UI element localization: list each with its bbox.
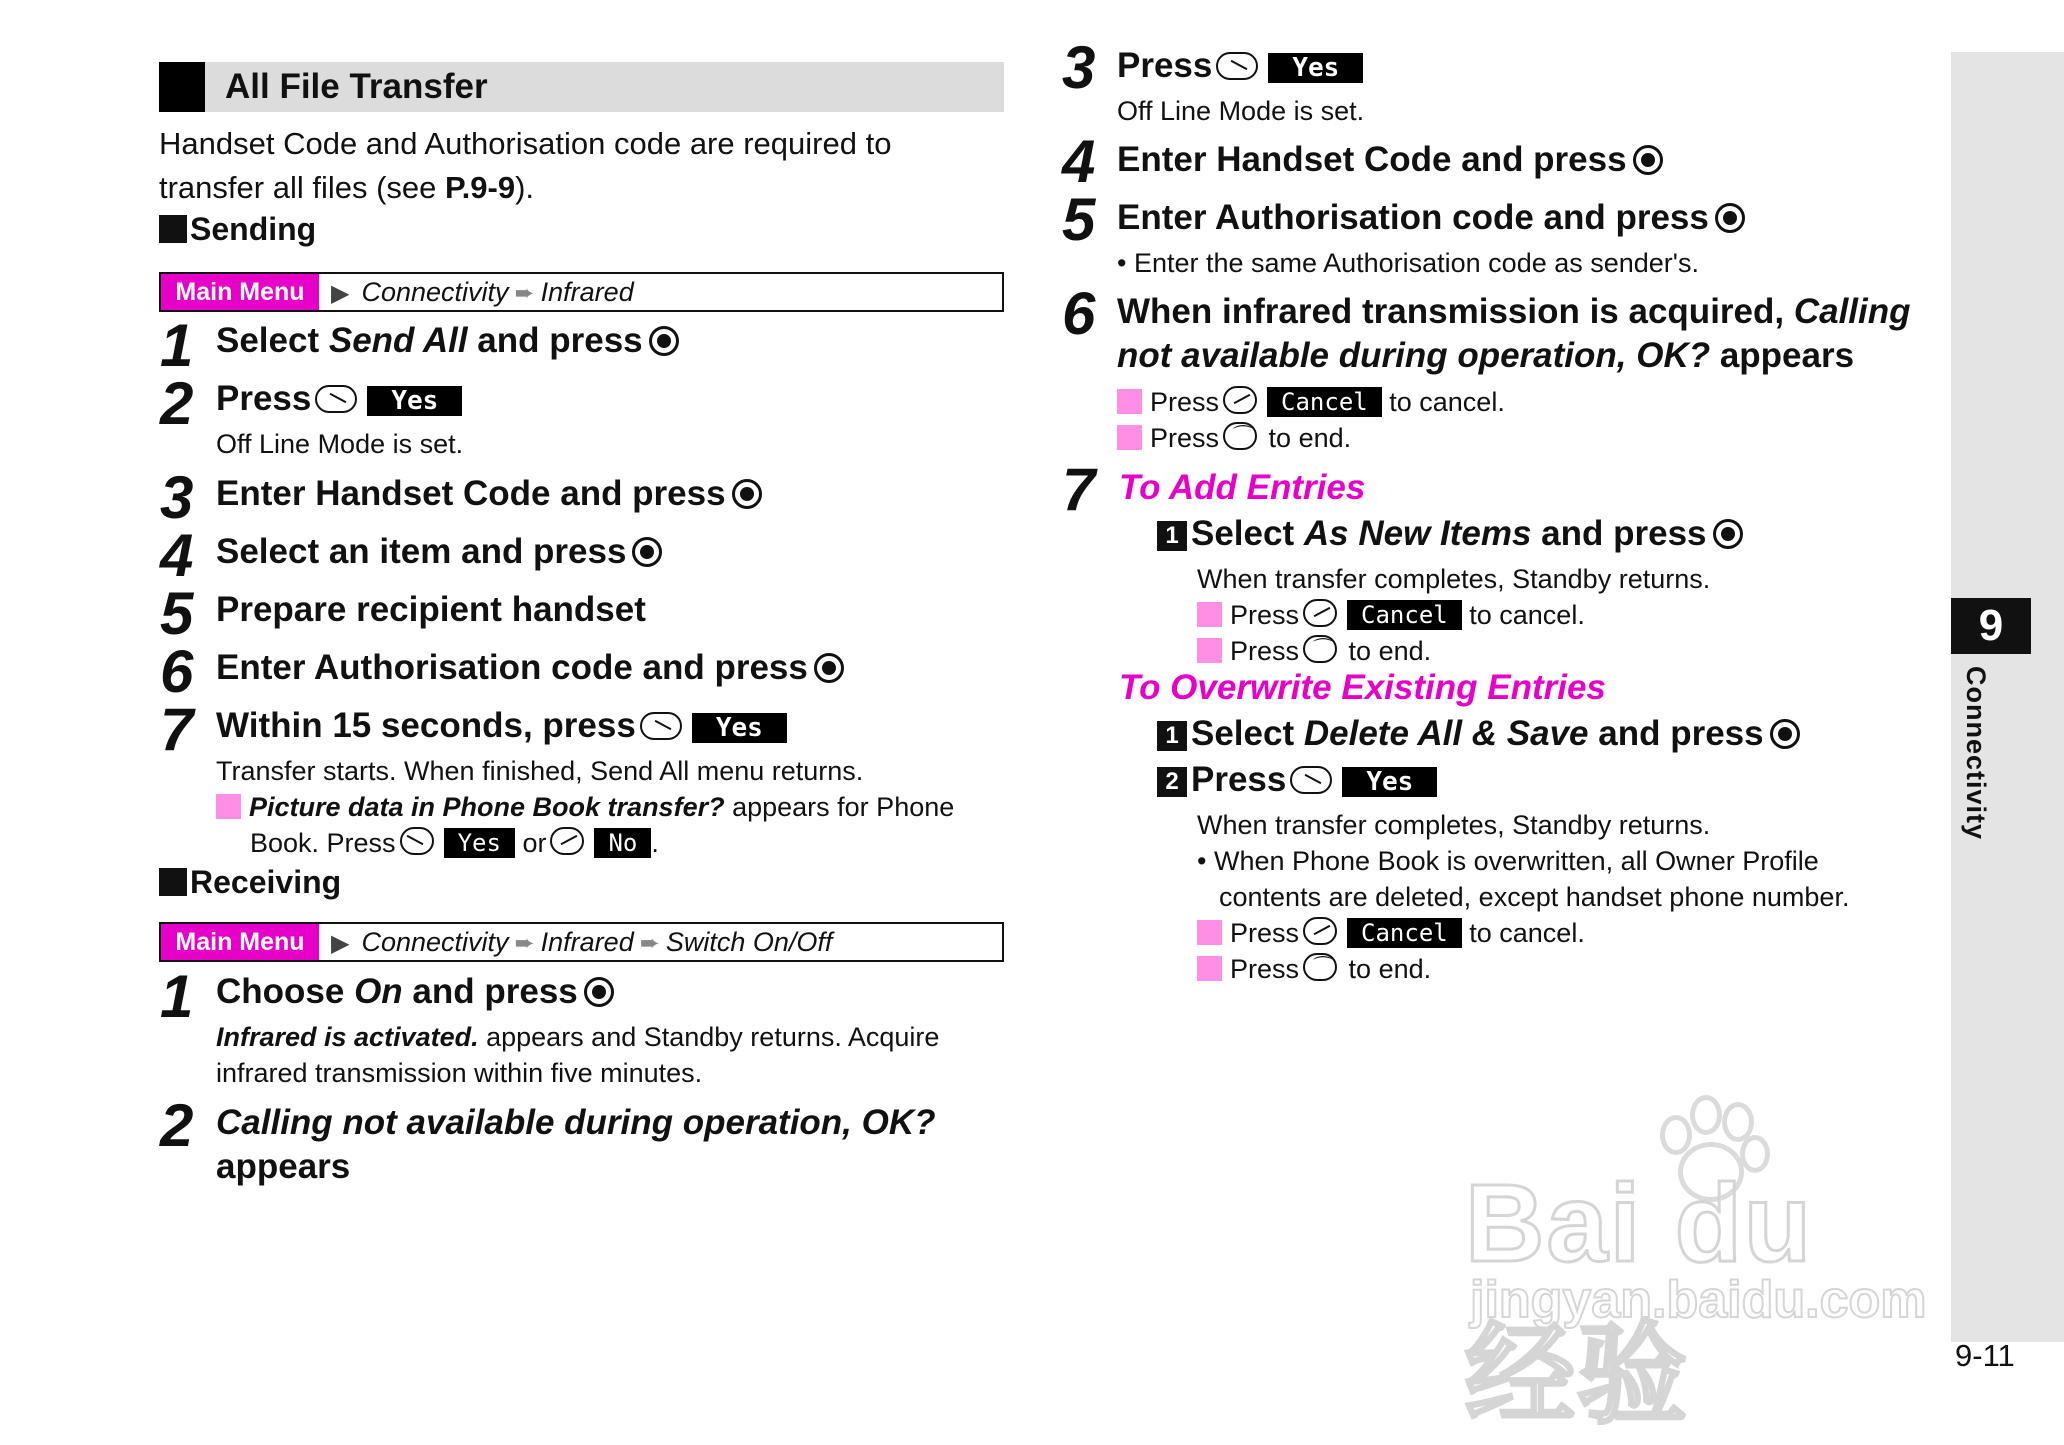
step-number: 4 xyxy=(160,522,192,589)
page-reference-link[interactable]: P.9-9 xyxy=(445,170,516,205)
no-softkey-label: No xyxy=(594,828,651,858)
step-text: Within 15 seconds, press Yes xyxy=(216,704,787,748)
select-key-icon xyxy=(632,537,662,567)
pink-tip-marker xyxy=(1197,638,1222,663)
cancel-softkey-label: Cancel xyxy=(1347,918,1462,948)
arrow-right-icon: ➨ xyxy=(514,930,535,957)
step-text: Enter Handset Code and press xyxy=(1117,138,1663,182)
overwrite-entries-heading: To Overwrite Existing Entries xyxy=(1119,668,1606,707)
right-softkey-icon xyxy=(315,385,357,413)
right-softkey-icon xyxy=(400,827,434,855)
menu-path-receiving: Main Menu ▶ Connectivity ➨ Infrared ➨ Switch On/Off xyxy=(159,922,1004,962)
right-softkey-icon xyxy=(1290,766,1332,794)
play-triangle-icon: ▶ xyxy=(331,930,350,957)
bullet-note: • Enter the same Authorisation code as sender's. xyxy=(1117,248,1699,278)
tip-line: Press Cancel to cancel. xyxy=(1117,384,1505,420)
add-entries-heading: To Add Entries xyxy=(1119,468,1366,507)
tip-line: Picture data in Phone Book transfer? appears for Phone xyxy=(216,789,954,825)
tip-line: Press⌒ to end. xyxy=(1197,633,1431,669)
select-key-icon xyxy=(1770,719,1800,749)
right-softkey-icon xyxy=(640,712,682,740)
select-key-icon xyxy=(1713,519,1743,549)
substep-number: 1 xyxy=(1157,721,1187,751)
intro-text: Handset Code and Authorisation code are required to transfer all files (see P.9-9). xyxy=(159,126,892,205)
tip-line: Book. Press Yes or No . xyxy=(250,828,659,858)
yes-softkey-label: Yes xyxy=(1342,767,1437,797)
pink-tip-marker xyxy=(1197,920,1222,945)
step-number: 1 xyxy=(160,963,192,1030)
step-note: Transfer starts. When finished, Send All menu returns. xyxy=(216,756,864,786)
play-triangle-icon: ▶ xyxy=(331,280,350,307)
step-number: 7 xyxy=(1062,456,1094,523)
step-number: 4 xyxy=(1062,128,1094,195)
step-text: Choose On and press xyxy=(216,970,614,1014)
chapter-label: Connectivity xyxy=(1961,666,1991,841)
left-softkey-icon xyxy=(1303,599,1337,627)
tip-line: Press⌒ to end. xyxy=(1197,951,1431,987)
bullet-note: contents are deleted, except handset phone number. xyxy=(1219,882,1850,912)
arrow-right-icon: ➨ xyxy=(514,280,535,307)
yes-softkey-label: Yes xyxy=(692,713,787,743)
sending-heading: Sending xyxy=(159,209,316,249)
select-key-icon xyxy=(649,326,679,356)
end-key-icon xyxy=(1223,422,1257,450)
substep-text: 2 Press Yes xyxy=(1157,758,1437,802)
end-key-icon xyxy=(1303,635,1337,663)
select-key-icon xyxy=(814,653,844,683)
pink-tip-marker xyxy=(1117,389,1142,414)
left-softkey-icon xyxy=(1303,917,1337,945)
step-text: Enter Authorisation code and press xyxy=(1117,196,1745,240)
step-note: When transfer completes, Standby returns. xyxy=(1197,564,1711,594)
section-header xyxy=(159,62,1004,112)
section-marker xyxy=(159,62,205,112)
square-bullet-icon xyxy=(159,868,187,896)
step-text: Enter Handset Code and press xyxy=(216,472,762,516)
main-menu-label: Main Menu xyxy=(161,274,319,310)
left-softkey-icon xyxy=(550,827,584,855)
select-key-icon xyxy=(732,479,762,509)
step-number: 1 xyxy=(160,312,192,379)
pink-tip-marker xyxy=(1117,425,1142,450)
step-text: Select Send All and press xyxy=(216,319,679,363)
substep-text: 1 Select Delete All & Save and press xyxy=(1157,712,1800,756)
step-number: 2 xyxy=(160,370,192,437)
step-note: infrared transmission within five minutes. xyxy=(216,1058,703,1088)
chapter-number-tab[interactable]: 9 xyxy=(1951,598,2031,654)
select-key-icon xyxy=(584,977,614,1007)
step-number: 5 xyxy=(160,580,192,647)
step-text: Press Yes xyxy=(216,377,462,421)
cancel-softkey-label: Cancel xyxy=(1347,600,1462,630)
pink-tip-marker xyxy=(216,794,241,819)
step-note: Off Line Mode is set. xyxy=(216,429,464,459)
step-note: Off Line Mode is set. xyxy=(1117,96,1365,126)
step-text: Calling not available during operation, OK? appears xyxy=(216,1103,936,1186)
page-number: 9-11 xyxy=(1955,1338,2015,1373)
yes-softkey-label: Yes xyxy=(367,386,462,416)
step-number: 3 xyxy=(1062,34,1094,101)
tip-line: Press Cancel to cancel. xyxy=(1197,915,1585,951)
section-title: All File Transfer xyxy=(225,67,488,106)
cancel-softkey-label: Cancel xyxy=(1267,387,1382,417)
step-number: 2 xyxy=(160,1092,192,1159)
step-note: When transfer completes, Standby returns. xyxy=(1197,810,1711,840)
step-note: Infrared is activated. appears and Standby returns. Acquire xyxy=(216,1022,940,1052)
step-number: 6 xyxy=(1062,280,1094,347)
arrow-right-icon: ➨ xyxy=(639,930,660,957)
pink-tip-marker xyxy=(1197,602,1222,627)
step-text: Select an item and press xyxy=(216,530,662,574)
left-softkey-icon xyxy=(1223,386,1257,414)
square-bullet-icon xyxy=(159,215,187,243)
substep-text: 1 Select As New Items and press xyxy=(1157,512,1743,556)
select-key-icon xyxy=(1715,203,1745,233)
end-key-icon xyxy=(1303,953,1337,981)
step-number: 7 xyxy=(160,696,192,763)
step-number: 6 xyxy=(160,638,192,705)
yes-softkey-label: Yes xyxy=(444,828,515,858)
tip-line: Press⌒ to end. xyxy=(1117,420,1351,456)
step-number: 5 xyxy=(1062,186,1094,253)
watermark xyxy=(1465,1090,1945,1437)
select-key-icon xyxy=(1633,145,1663,175)
tip-line: Press Cancel to cancel. xyxy=(1197,597,1585,633)
right-softkey-icon xyxy=(1216,52,1258,80)
step-text: Prepare recipient handset xyxy=(216,590,646,629)
step-text: Enter Authorisation code and press xyxy=(216,646,844,690)
watermark-url: jingyan.baidu.com xyxy=(1470,1271,1927,1329)
main-menu-label: Main Menu xyxy=(161,924,319,960)
step-text: When infrared transmission is acquired, Calling not available during operation, OK? appears xyxy=(1117,292,1911,375)
pink-tip-marker xyxy=(1197,956,1222,981)
watermark-logo-text: Bai du 经验 xyxy=(1465,1162,1814,1437)
step-text: Press Yes xyxy=(1117,44,1363,88)
substep-number: 2 xyxy=(1157,767,1187,797)
yes-softkey-label: Yes xyxy=(1268,53,1363,83)
substep-number: 1 xyxy=(1157,521,1187,551)
menu-path-sending: Main Menu ▶ Connectivity ➨ Infrared xyxy=(159,272,1004,312)
bullet-note: • When Phone Book is overwritten, all Owner Profile xyxy=(1197,846,1819,876)
receiving-heading: Receiving xyxy=(159,862,341,902)
step-number: 3 xyxy=(160,464,192,531)
